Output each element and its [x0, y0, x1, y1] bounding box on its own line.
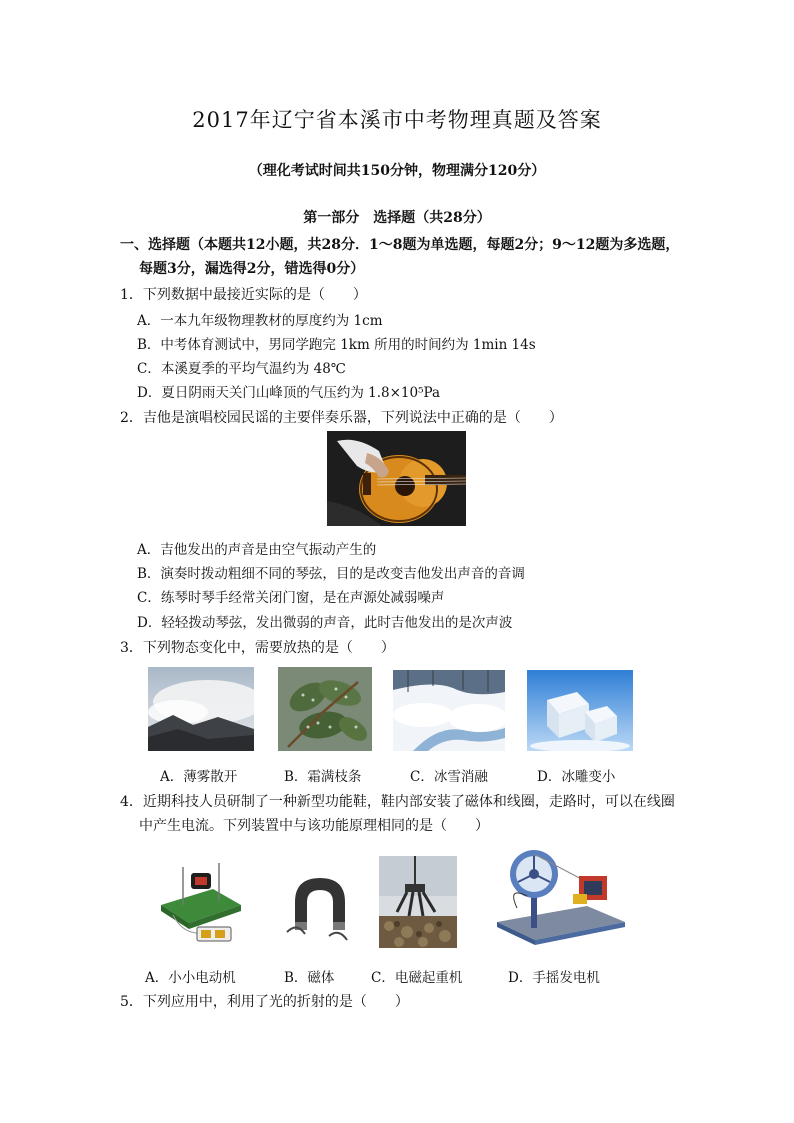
guitar-photo: [327, 431, 466, 526]
question-4-caption-d: D．手摇发电机: [508, 970, 600, 986]
question-4-stem-line2: 中产生电流。下列装置中与该功能原理相同的是（ ）: [139, 818, 489, 834]
question-2-option-d: D．轻轻拨动琴弦，发出微弱的声音，此时吉他发出的是次声波: [137, 615, 513, 631]
hand-generator-photo: [487, 846, 629, 948]
magnet-photo: [283, 872, 357, 948]
electromagnetic-crane-photo: [379, 856, 457, 948]
question-2-option-a: A．吉他发出的声音是由空气振动产生的: [137, 542, 377, 558]
question-1-option-d: D．夏日阴雨天关门山峰顶的气压约为 1.8×10⁵Pa: [137, 385, 441, 401]
question-3-caption-d: D．冰雕变小: [537, 769, 616, 785]
question-1-stem: 1．下列数据中最接近实际的是（ ）: [120, 287, 367, 303]
question-2-option-c: C．练琴时琴手经常关闭门窗，是在声源处减弱噪声: [137, 590, 445, 606]
melting-snow-photo: [393, 670, 505, 751]
question-4-caption-b: B．磁体: [284, 970, 335, 986]
question-4-caption-c: C．电磁起重机: [371, 970, 463, 986]
section-instructions-line2: 每题3分，漏选得2分，错选得0分）: [139, 261, 365, 277]
question-3-caption-a: A．薄雾散开: [160, 769, 238, 785]
question-3-caption-c: C．冰雪消融: [410, 769, 488, 785]
fog-mountain-photo: [148, 667, 254, 751]
frost-leaves-photo: [278, 667, 372, 751]
question-4-stem-line1: 4．近期科技人员研制了一种新型功能鞋，鞋内部安装了磁体和线圈，走路时，可以在线圈: [120, 794, 675, 810]
question-2-stem: 2．吉他是演唱校园民谣的主要伴奏乐器，下列说法中正确的是（ ）: [120, 410, 563, 426]
document-title: 2017年辽宁省本溪市中考物理真题及答案: [192, 108, 602, 132]
question-1-option-c: C．本溪夏季的平均气温约为 48℃: [137, 361, 346, 377]
question-3-stem: 3．下列物态变化中，需要放热的是（ ）: [120, 640, 395, 656]
question-5-stem: 5．下列应用中，利用了光的折射的是（ ）: [120, 994, 409, 1010]
question-1-option-b: B．中考体育测试中，男同学跑完 1km 所用的时间约为 1min 14s: [137, 337, 536, 353]
question-2-option-b: B．演奏时拨动粗细不同的琴弦，目的是改变吉他发出声音的音调: [137, 566, 525, 582]
exam-info: （理化考试时间共150分钟，物理满分120分）: [248, 163, 546, 179]
part-heading: 第一部分 选择题（共28分）: [303, 210, 491, 226]
ice-sculpture-photo: [527, 670, 633, 751]
question-3-caption-b: B．霜满枝条: [284, 769, 362, 785]
electric-motor-photo: [153, 855, 247, 949]
question-1-option-a: A．一本九年级物理教材的厚度约为 1cm: [137, 313, 383, 329]
question-4-caption-a: A．小小电动机: [145, 970, 236, 986]
section-instructions-line1: 一、选择题（本题共12小题，共28分．1～8题为单选题，每题2分；9～12题为多选题，: [120, 237, 680, 253]
